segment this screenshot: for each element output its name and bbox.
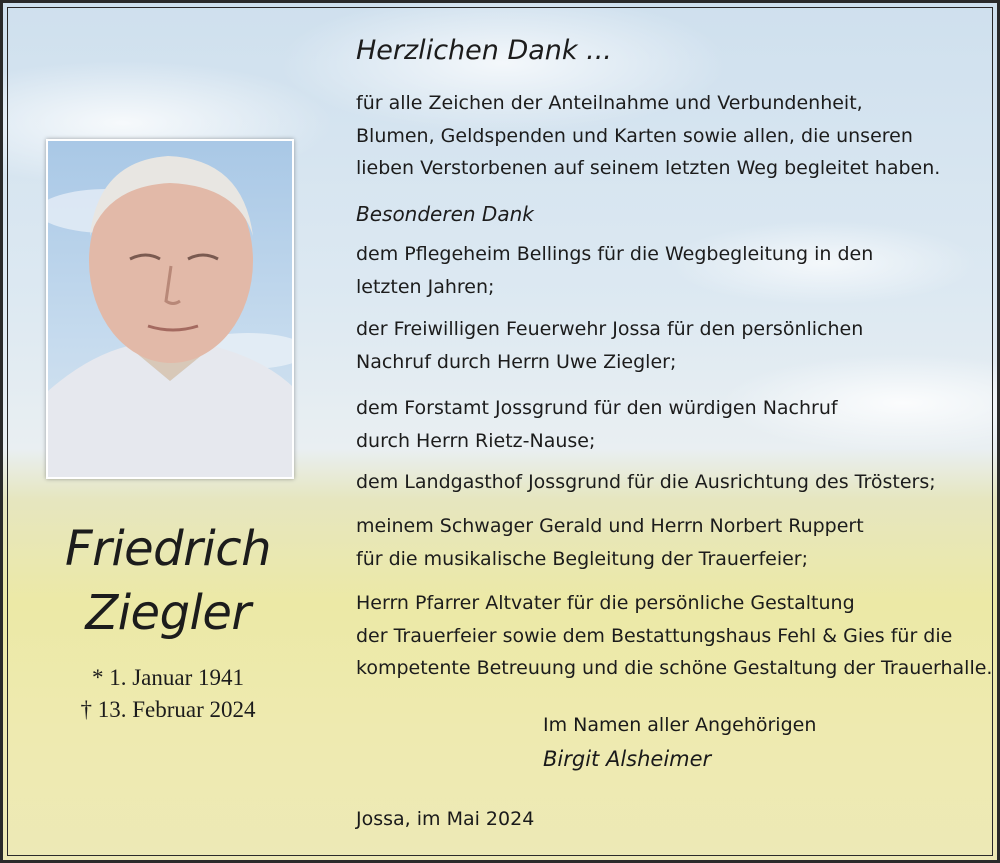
thanks-line: der Trauerfeier sowie dem Bestattungshaus Fehl & Gies für die (356, 624, 953, 647)
thanks-heading: Herzlichen Dank ... (356, 35, 612, 66)
intro-line: für alle Zeichen der Anteilnahme und Verbundenheit, (356, 92, 863, 114)
deceased-last-name: Ziegler (85, 585, 251, 641)
signature-name: Birgit Alsheimer (543, 747, 712, 771)
thanks-paragraph (356, 313, 863, 378)
deceased-first-name: Friedrich (64, 521, 272, 577)
thanks-paragraph (356, 466, 936, 499)
thanks-line: Herrn Pfarrer Altvater für die persönliche Gestaltung (356, 592, 855, 614)
thanks-line: letzten Jahren; (356, 275, 495, 298)
intro-line: lieben Verstorbenen auf seinem letzten Weg begleitet haben. (356, 157, 941, 179)
thanks-line: durch Herrn Rietz-Nause; (356, 429, 596, 452)
thanks-line: der Freiwilligen Feuerwehr Jossa für den persönlichen (356, 318, 864, 340)
thanks-line: dem Forstamt Jossgrund für den würdigen Nachruf (356, 397, 838, 419)
thanks-line: dem Pflegeheim Bellings für die Wegbegleitung in den (356, 243, 874, 265)
thanks-line: Nachruf durch Herrn Uwe Ziegler; (356, 350, 677, 373)
death-date: † 13. Februar 2024 (80, 697, 256, 722)
thanks-paragraph (356, 392, 838, 457)
portrait-illustration (48, 141, 292, 477)
intro-line: Blumen, Geldspenden und Karten sowie allen, die unseren (356, 124, 913, 147)
thanks-line: für die musikalische Begleitung der Trauerfeier; (356, 547, 809, 570)
thanks-paragraph (356, 238, 873, 303)
signature-intro: Im Namen aller Angehörigen (543, 714, 817, 736)
special-thanks-heading: Besonderen Dank (356, 202, 534, 226)
thanks-line: dem Landgasthof Jossgrund für die Ausrichtung des Trösters; (356, 471, 936, 493)
thanks-line: meinem Schwager Gerald und Herrn Norbert Ruppert (356, 515, 864, 537)
thanks-paragraph (356, 510, 864, 575)
birth-date: * 1. Januar 1941 (91, 665, 245, 690)
portrait-photo (46, 139, 294, 479)
thanks-paragraph (356, 587, 992, 685)
place-date: Jossa, im Mai 2024 (356, 808, 535, 830)
thanks-line: kompetente Betreuung und die schöne Gestaltung der Trauerhalle. (356, 657, 993, 679)
intro-paragraph (356, 87, 940, 185)
